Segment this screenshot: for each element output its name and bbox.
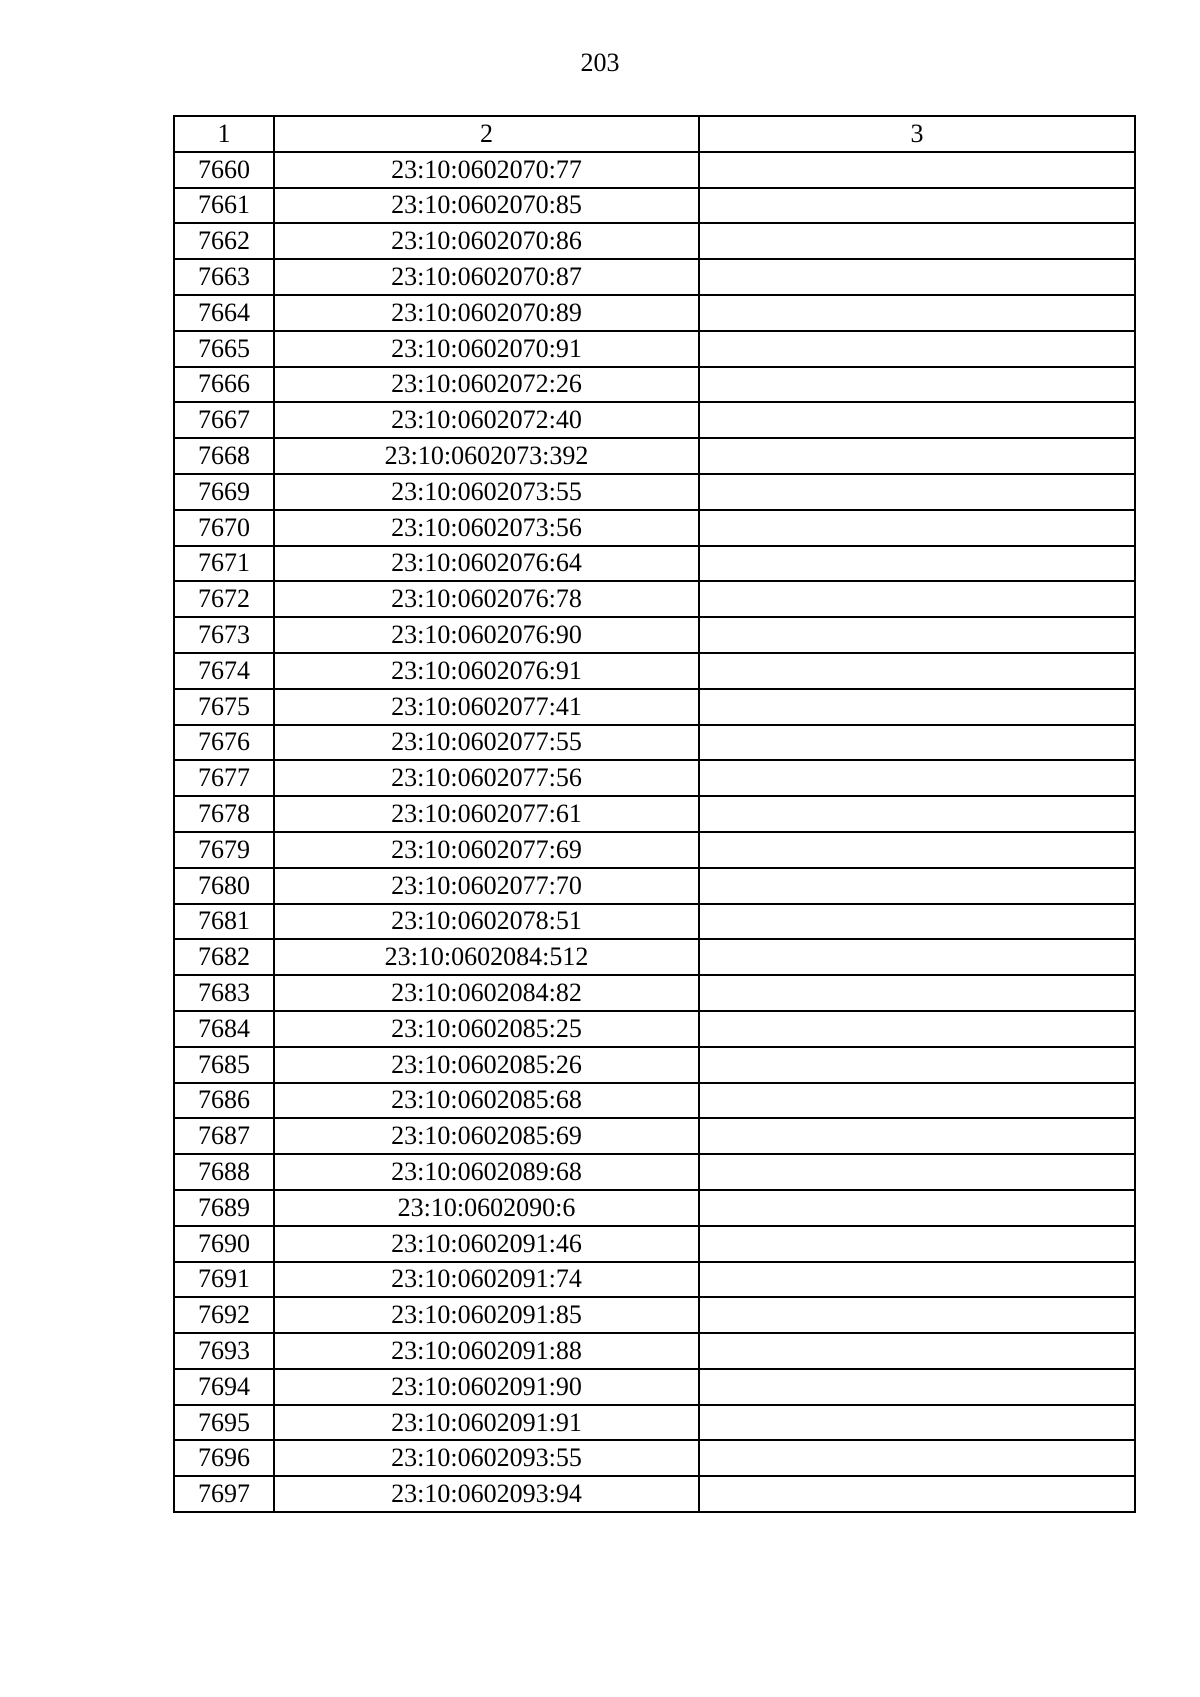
table-row — [174, 223, 1135, 259]
table-row — [174, 331, 1135, 367]
table-row — [174, 1262, 1135, 1298]
table-row — [174, 295, 1135, 331]
table-row — [174, 760, 1135, 796]
cadastral-number-cell: 23:10:0602077:55 — [274, 725, 699, 761]
row-number-cell: 7689 — [174, 1190, 274, 1226]
row-number-cell: 7683 — [174, 975, 274, 1011]
note-cell — [699, 975, 1135, 1011]
page-number: 203 — [580, 48, 620, 77]
note-cell — [699, 760, 1135, 796]
note-cell — [699, 474, 1135, 510]
note-cell — [699, 223, 1135, 259]
table-row — [174, 796, 1135, 832]
table-row — [174, 1118, 1135, 1154]
cadastral-number-cell: 23:10:0602076:78 — [274, 581, 699, 617]
table-row — [174, 367, 1135, 403]
note-cell — [699, 581, 1135, 617]
cadastral-number-cell: 23:10:0602091:90 — [274, 1369, 699, 1405]
row-number-cell: 7679 — [174, 832, 274, 868]
row-number-cell: 7692 — [174, 1297, 274, 1333]
cadastral-number-cell: 23:10:0602093:94 — [274, 1476, 699, 1512]
cadastral-number-cell: 23:10:0602084:82 — [274, 975, 699, 1011]
table-row — [174, 904, 1135, 940]
row-number-cell: 7676 — [174, 725, 274, 761]
column-header-3: 3 — [699, 116, 1135, 152]
note-cell — [699, 1476, 1135, 1512]
note-cell — [699, 152, 1135, 188]
cadastral-number-cell: 23:10:0602091:88 — [274, 1333, 699, 1369]
cadastral-number-cell: 23:10:0602076:90 — [274, 617, 699, 653]
table-row — [174, 581, 1135, 617]
note-cell — [699, 438, 1135, 474]
table-row — [174, 188, 1135, 224]
table-row — [174, 617, 1135, 653]
row-number-cell: 7693 — [174, 1333, 274, 1369]
note-cell — [699, 331, 1135, 367]
table-row — [174, 474, 1135, 510]
row-number-cell: 7691 — [174, 1262, 274, 1298]
table-row — [174, 546, 1135, 582]
note-cell — [699, 689, 1135, 725]
table-row — [174, 152, 1135, 188]
row-number-cell: 7687 — [174, 1118, 274, 1154]
note-cell — [699, 402, 1135, 438]
cadastral-number-cell: 23:10:0602091:46 — [274, 1226, 699, 1262]
cadastral-number-cell: 23:10:0602073:55 — [274, 474, 699, 510]
table-row — [174, 1369, 1135, 1405]
cadastral-number-cell: 23:10:0602072:40 — [274, 402, 699, 438]
cadastral-number-cell: 23:10:0602091:85 — [274, 1297, 699, 1333]
row-number-cell: 7666 — [174, 367, 274, 403]
cadastral-number-cell: 23:10:0602077:56 — [274, 760, 699, 796]
cadastral-number-cell: 23:10:0602078:51 — [274, 904, 699, 940]
table-row — [174, 832, 1135, 868]
note-cell — [699, 725, 1135, 761]
cadastral-number-cell: 23:10:0602073:56 — [274, 510, 699, 546]
header-row — [174, 116, 1135, 152]
note-cell — [699, 796, 1135, 832]
cadastral-number-cell: 23:10:0602076:64 — [274, 546, 699, 582]
column-header-2: 2 — [274, 116, 699, 152]
table-row — [174, 868, 1135, 904]
note-cell — [699, 1297, 1135, 1333]
row-number-cell: 7682 — [174, 939, 274, 975]
row-number-cell: 7664 — [174, 295, 274, 331]
row-number-cell: 7667 — [174, 402, 274, 438]
cadastral-number-cell: 23:10:0602070:86 — [274, 223, 699, 259]
row-number-cell: 7677 — [174, 760, 274, 796]
table-row — [174, 939, 1135, 975]
note-cell — [699, 832, 1135, 868]
note-cell — [699, 1190, 1135, 1226]
table-row — [174, 1226, 1135, 1262]
column-header-1: 1 — [174, 116, 274, 152]
note-cell — [699, 1440, 1135, 1476]
table-row — [174, 1083, 1135, 1119]
table-row — [174, 402, 1135, 438]
row-number-cell: 7696 — [174, 1440, 274, 1476]
note-cell — [699, 939, 1135, 975]
cadastral-number-cell: 23:10:0602070:89 — [274, 295, 699, 331]
cadastral-number-cell: 23:10:0602089:68 — [274, 1154, 699, 1190]
table-row — [174, 1440, 1135, 1476]
row-number-cell: 7697 — [174, 1476, 274, 1512]
row-number-cell: 7661 — [174, 188, 274, 224]
row-number-cell: 7663 — [174, 259, 274, 295]
cadastral-number-cell: 23:10:0602070:87 — [274, 259, 699, 295]
table-row — [174, 1011, 1135, 1047]
note-cell — [699, 1154, 1135, 1190]
cadastral-number-cell: 23:10:0602085:68 — [274, 1083, 699, 1119]
row-number-cell: 7684 — [174, 1011, 274, 1047]
note-cell — [699, 1118, 1135, 1154]
row-number-cell: 7686 — [174, 1083, 274, 1119]
cadastral-number-cell: 23:10:0602070:77 — [274, 152, 699, 188]
note-cell — [699, 1405, 1135, 1441]
table-body — [174, 152, 1135, 1512]
row-number-cell: 7681 — [174, 904, 274, 940]
table-row — [174, 1190, 1135, 1226]
row-number-cell: 7662 — [174, 223, 274, 259]
row-number-cell: 7678 — [174, 796, 274, 832]
note-cell — [699, 904, 1135, 940]
cadastral-number-cell: 23:10:0602077:70 — [274, 868, 699, 904]
row-number-cell: 7675 — [174, 689, 274, 725]
note-cell — [699, 617, 1135, 653]
note-cell — [699, 653, 1135, 689]
table-row — [174, 1476, 1135, 1512]
table-row — [174, 689, 1135, 725]
row-number-cell: 7695 — [174, 1405, 274, 1441]
row-number-cell: 7671 — [174, 546, 274, 582]
note-cell — [699, 1011, 1135, 1047]
row-number-cell: 7690 — [174, 1226, 274, 1262]
cadastral-number-cell: 23:10:0602084:512 — [274, 939, 699, 975]
row-number-cell: 7685 — [174, 1047, 274, 1083]
cadastral-number-cell: 23:10:0602073:392 — [274, 438, 699, 474]
note-cell — [699, 295, 1135, 331]
row-number-cell: 7680 — [174, 868, 274, 904]
cadastral-number-cell: 23:10:0602070:85 — [274, 188, 699, 224]
table-row — [174, 259, 1135, 295]
note-cell — [699, 1083, 1135, 1119]
note-cell — [699, 510, 1135, 546]
note-cell — [699, 367, 1135, 403]
note-cell — [699, 1262, 1135, 1298]
row-number-cell: 7674 — [174, 653, 274, 689]
table-row — [174, 1154, 1135, 1190]
cadastral-number-cell: 23:10:0602085:26 — [274, 1047, 699, 1083]
cadastral-number-cell: 23:10:0602093:55 — [274, 1440, 699, 1476]
note-cell — [699, 259, 1135, 295]
row-number-cell: 7672 — [174, 581, 274, 617]
cadastral-number-cell: 23:10:0602091:91 — [274, 1405, 699, 1441]
row-number-cell: 7669 — [174, 474, 274, 510]
cadastral-number-cell: 23:10:0602077:69 — [274, 832, 699, 868]
note-cell — [699, 868, 1135, 904]
note-cell — [699, 1226, 1135, 1262]
cadastral-number-cell: 23:10:0602070:91 — [274, 331, 699, 367]
table-row — [174, 1047, 1135, 1083]
row-number-cell: 7694 — [174, 1369, 274, 1405]
cadastral-number-cell: 23:10:0602077:61 — [274, 796, 699, 832]
table-row — [174, 438, 1135, 474]
row-number-cell: 7688 — [174, 1154, 274, 1190]
table-row — [174, 653, 1135, 689]
note-cell — [699, 1333, 1135, 1369]
row-number-cell: 7668 — [174, 438, 274, 474]
cadastral-number-cell: 23:10:0602085:69 — [274, 1118, 699, 1154]
row-number-cell: 7670 — [174, 510, 274, 546]
cadastral-number-cell: 23:10:0602077:41 — [274, 689, 699, 725]
table-row — [174, 510, 1135, 546]
table-row — [174, 1405, 1135, 1441]
cadastral-number-cell: 23:10:0602076:91 — [274, 653, 699, 689]
table-row — [174, 975, 1135, 1011]
table-row — [174, 1333, 1135, 1369]
registry-table — [173, 115, 1136, 1513]
cadastral-number-cell: 23:10:0602090:6 — [274, 1190, 699, 1226]
cadastral-number-cell: 23:10:0602072:26 — [274, 367, 699, 403]
table-row — [174, 1297, 1135, 1333]
row-number-cell: 7665 — [174, 331, 274, 367]
note-cell — [699, 188, 1135, 224]
note-cell — [699, 1047, 1135, 1083]
note-cell — [699, 1369, 1135, 1405]
cadastral-number-cell: 23:10:0602091:74 — [274, 1262, 699, 1298]
row-number-cell: 7673 — [174, 617, 274, 653]
table-row — [174, 725, 1135, 761]
row-number-cell: 7660 — [174, 152, 274, 188]
note-cell — [699, 546, 1135, 582]
cadastral-number-cell: 23:10:0602085:25 — [274, 1011, 699, 1047]
